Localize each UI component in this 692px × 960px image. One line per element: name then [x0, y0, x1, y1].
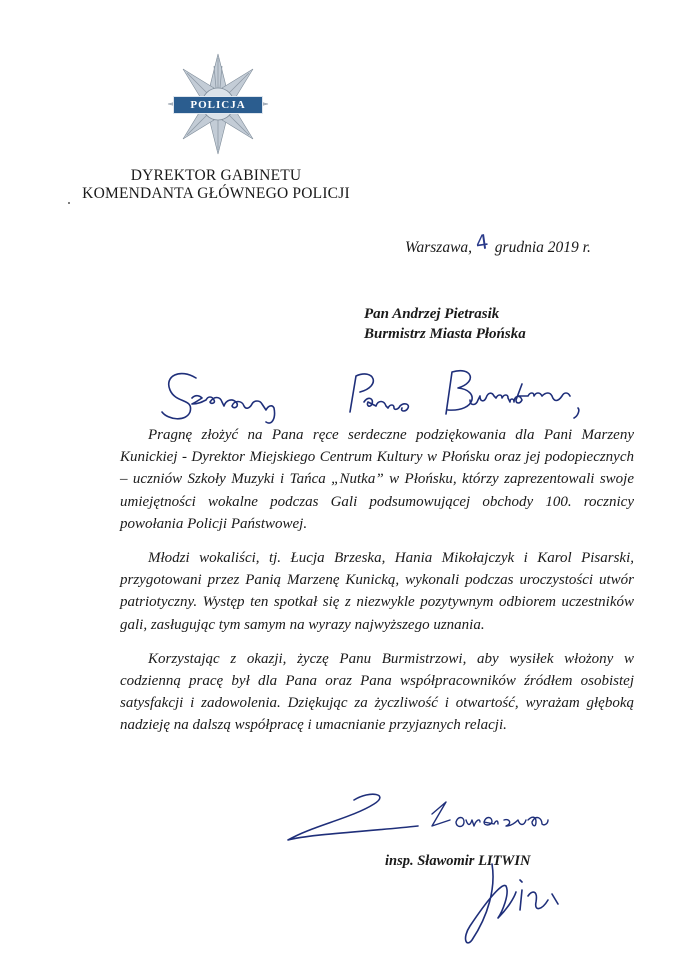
paragraph-3: Korzystając z okazji, życzę Panu Burmistrzowi, aby wysiłek włożony w codzienną pracę był dla Pana oraz Pana współpracowników źródłem osobistej satysfakcji i zadowolenia. Dziękując za życzliwość i otwartość, wyrażam głęboką nadzieję na dalszą współpracę i umacnianie przyjaznych relacji. [120, 650, 634, 734]
scan-speck [68, 202, 70, 204]
handwritten-closing [430, 800, 580, 840]
handwritten-day: 4 [474, 229, 490, 255]
police-badge-label: POLICJA [190, 99, 246, 111]
recipient-name: Pan Andrzej Pietrasik [364, 306, 500, 322]
letter-body [120, 424, 634, 749]
signature-mark [462, 860, 562, 950]
paragraph-2: Młodzi wokaliści, tj. Łucja Brzeska, Hania Mikołajczyk i Karol Pisarski, przygotowani przez Panią Marzenę Kunicką, wykonali podczas uroczystości utwór patriotyczny. Występ ten spotkał się z niezwykle pozytywnym odbiorem uczestników gali, zasługując tym samym na wyrazy najwyższego uznania. [120, 550, 634, 633]
signer-name: insp. Sławomir LITWIN [385, 853, 531, 869]
paragraph-1: Pragnę złożyć na Pana ręce serdeczne podziękowania dla Pani Marzeny Kunickiej - Dyrektor Miejskiego Centrum Kultury w Płońsku oraz jej podopiecznych – uczniów Szkoły Muzyki i Tańca „Nutka” w Płońsku, którzy zaprezentowali swoje umiejętności wokalne podczas Gali podsumowującej obchody 100. rocznicy powołania Policji Państwowej. [120, 427, 634, 532]
sender-title-line-2: KOMENDANTA GŁÓWNEGO POLICJI [82, 185, 350, 202]
place-and-date [405, 229, 591, 257]
signature-scribble [282, 790, 422, 846]
recipient-title: Burmistrz Miasta Płońska [364, 326, 526, 342]
place: Warszawa, [405, 239, 473, 256]
sender-title-line-1: DYREKTOR GABINETU [130, 167, 302, 184]
police-badge [173, 96, 263, 114]
date-rest: grudnia 2019 r. [494, 239, 591, 256]
handwritten-salutation [160, 364, 590, 424]
